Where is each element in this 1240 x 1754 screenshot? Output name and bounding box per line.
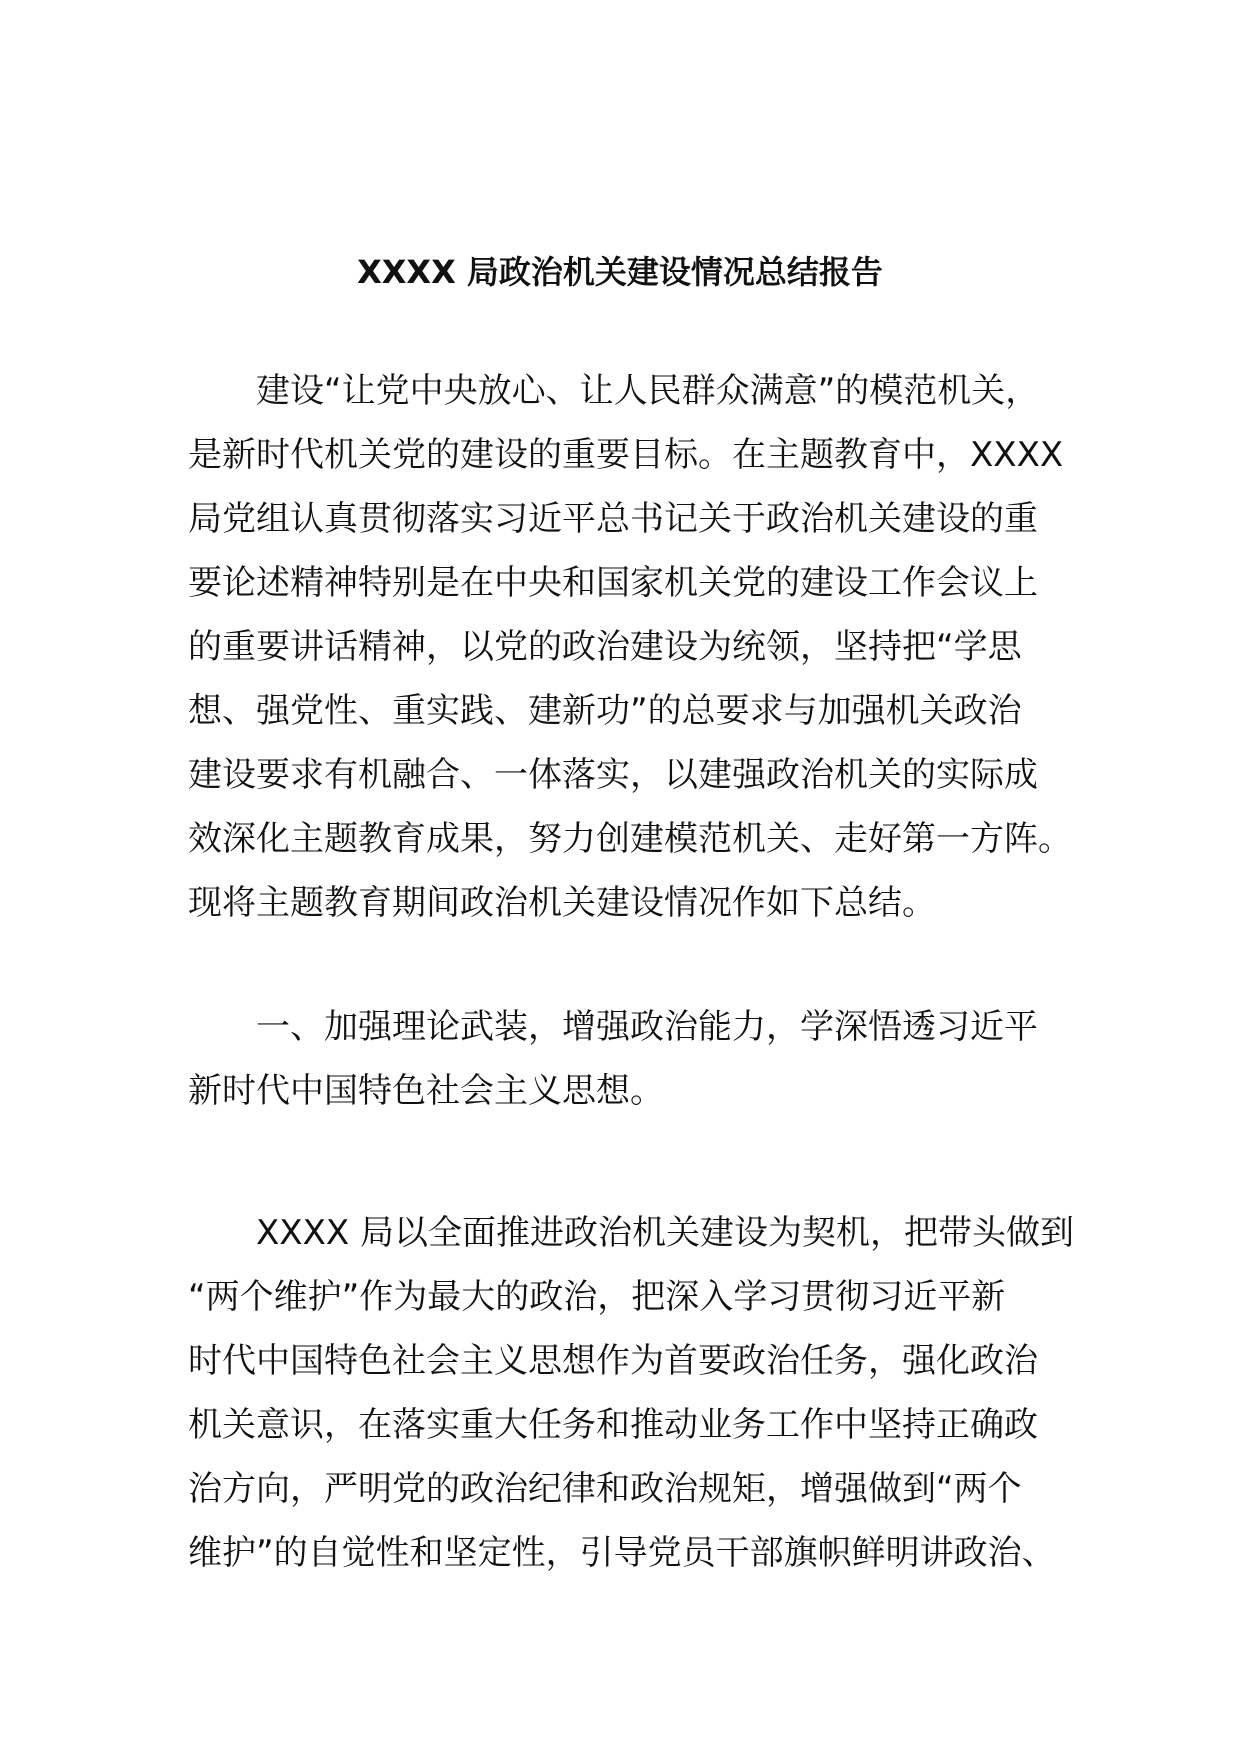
paragraph-line: 想、强党性、重实践、建新功”的总要求与加强机关政治 <box>188 691 1022 731</box>
paragraph-line: “两个维护”作为最大的政治，把深入学习贯彻习近平新 <box>188 1277 1006 1317</box>
paragraph-line: 机关意识，在落实重大任务和推动业务工作中坚持正确政 <box>188 1405 1038 1445</box>
paragraph-line: 是新时代机关党的建设的重要目标。在主题教育中，XXXX <box>188 435 1064 475</box>
paragraph-line: 治方向，严明党的政治纪律和政治规矩，增强做到“两个 <box>188 1469 1022 1509</box>
document-title: XXXX 局政治机关建设情况总结报告 <box>357 253 883 291</box>
paragraph-line: 局党组认真贯彻落实习近平总书记关于政治机关建设的重 <box>188 499 1038 539</box>
paragraph-line: 要论述精神特别是在中央和国家机关党的建设工作会议上 <box>188 563 1038 603</box>
section-heading-1 <box>188 995 1068 1123</box>
heading-line: 一、加强理论武装，增强政治能力，学深悟透习近平 <box>188 1007 1038 1047</box>
paragraph-line: 效深化主题教育成果，努力创建模范机关、走好第一方阵。 <box>188 819 1072 859</box>
section-1-paragraph <box>188 1201 1074 1585</box>
paragraph-line: XXXX 局以全面推进政治机关建设为契机，把带头做到 <box>188 1213 1074 1253</box>
paragraph-line: 时代中国特色社会主义思想作为首要政治任务，强化政治 <box>188 1341 1038 1381</box>
paragraph-line: 建设“让党中央放心、让人民群众满意”的模范机关， <box>188 371 1040 411</box>
heading-line: 新时代中国特色社会主义思想。 <box>188 1071 664 1111</box>
paragraph-line: 的重要讲话精神，以党的政治建设为统领，坚持把“学思 <box>188 627 1022 667</box>
paragraph-line: 维护”的自觉性和坚定性，引导党员干部旗帜鲜明讲政治、 <box>188 1533 1056 1573</box>
intro-paragraph <box>188 359 1072 935</box>
paragraph-line: 建设要求有机融合、一体落实，以建强政治机关的实际成 <box>188 755 1038 795</box>
paragraph-line: 现将主题教育期间政治机关建设情况作如下总结。 <box>188 883 936 923</box>
